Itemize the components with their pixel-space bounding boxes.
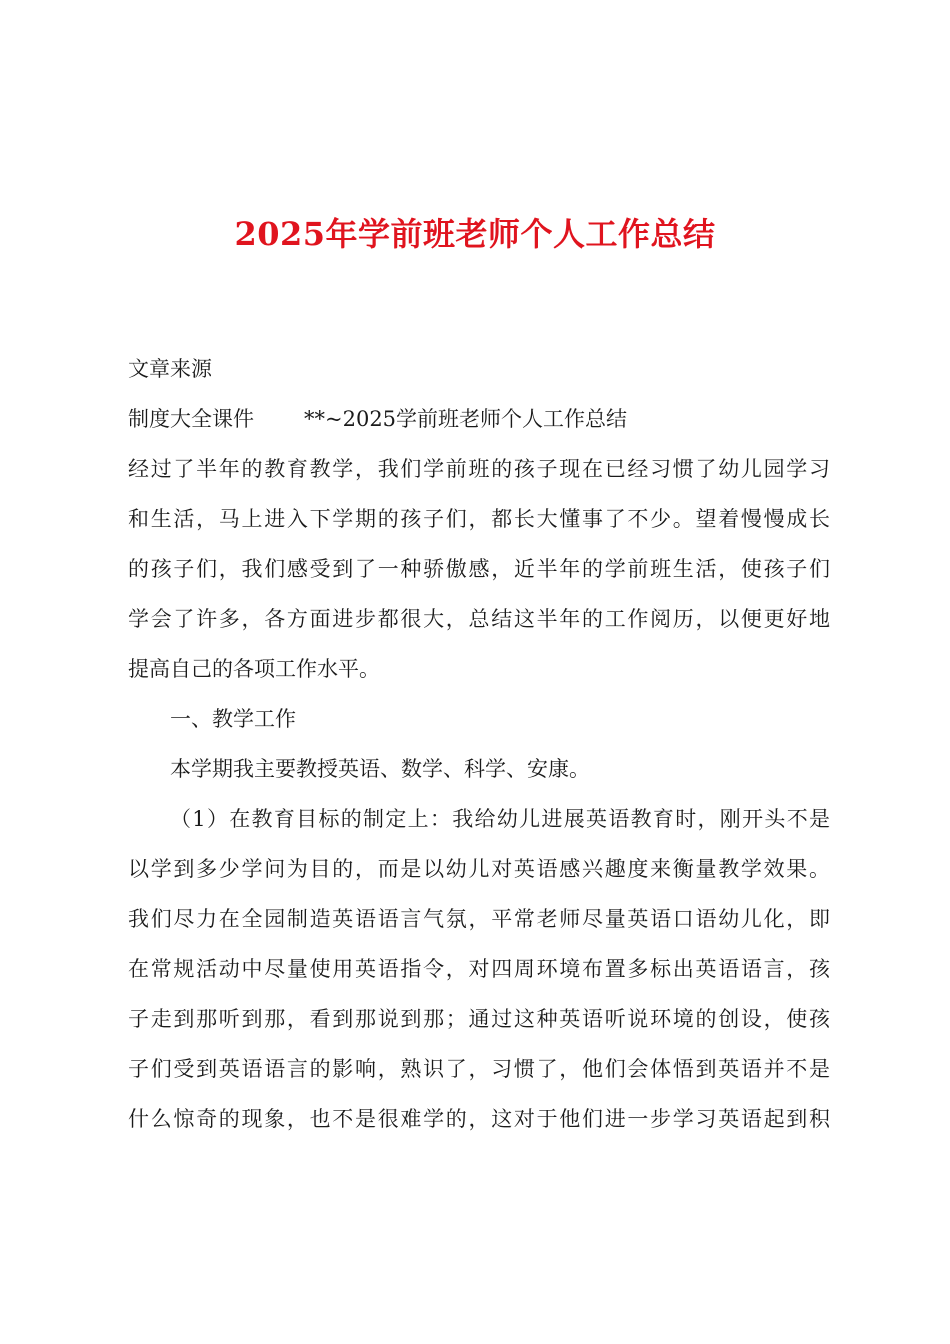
intro-line: 的孩子们，我们感受到了一种骄傲感，近半年的学前班生活，使孩子们 xyxy=(128,557,830,581)
section-intro: 本学期我主要教授英语、数学、科学、安康。 xyxy=(170,757,590,781)
intro-line: 经过了半年的教育教学，我们学前班的孩子现在已经习惯了幼儿园学习 xyxy=(128,457,830,481)
source-row xyxy=(128,394,830,444)
source-reference: **~2025学前班老师个人工作总结 xyxy=(304,407,628,431)
document-body xyxy=(128,344,830,1144)
intro-line: 和生活，马上进入下学期的孩子们，都长大懂事了不少。望着慢慢成长 xyxy=(128,507,830,531)
item-line: 子们受到英语语言的影响，熟识了，习惯了，他们会体悟到英语并不是 xyxy=(128,1057,830,1081)
intro-line: 提高自己的各项工作水平。 xyxy=(128,657,380,681)
item-line: 什么惊奇的现象，也不是很难学的，这对于他们进一步学习英语起到积 xyxy=(128,1107,830,1131)
intro-line: 学会了许多，各方面进步都很大，总结这半年的工作阅历，以便更好地 xyxy=(128,607,830,631)
source-name: 制度大全课件 xyxy=(128,407,254,431)
item-line: 在常规活动中尽量使用英语指令，对四周环境布置多标出英语语言，孩 xyxy=(128,957,830,981)
item-line: 子走到那听到那，看到那说到那；通过这种英语听说环境的创设，使孩 xyxy=(128,1007,830,1031)
section-heading: 一、教学工作 xyxy=(170,707,296,731)
item-line: （1）在教育目标的制定上：我给幼儿进展英语教育时，刚开头不是 xyxy=(170,807,830,831)
document-title: 2025年学前班老师个人工作总结 xyxy=(234,215,716,253)
item-line: 我们尽力在全园制造英语语言气氛，平常老师尽量英语口语幼儿化，即 xyxy=(128,907,830,931)
item-line: 以学到多少学问为目的，而是以幼儿对英语感兴趣度来衡量教学效果。 xyxy=(128,857,830,881)
source-label: 文章来源 xyxy=(128,357,212,381)
